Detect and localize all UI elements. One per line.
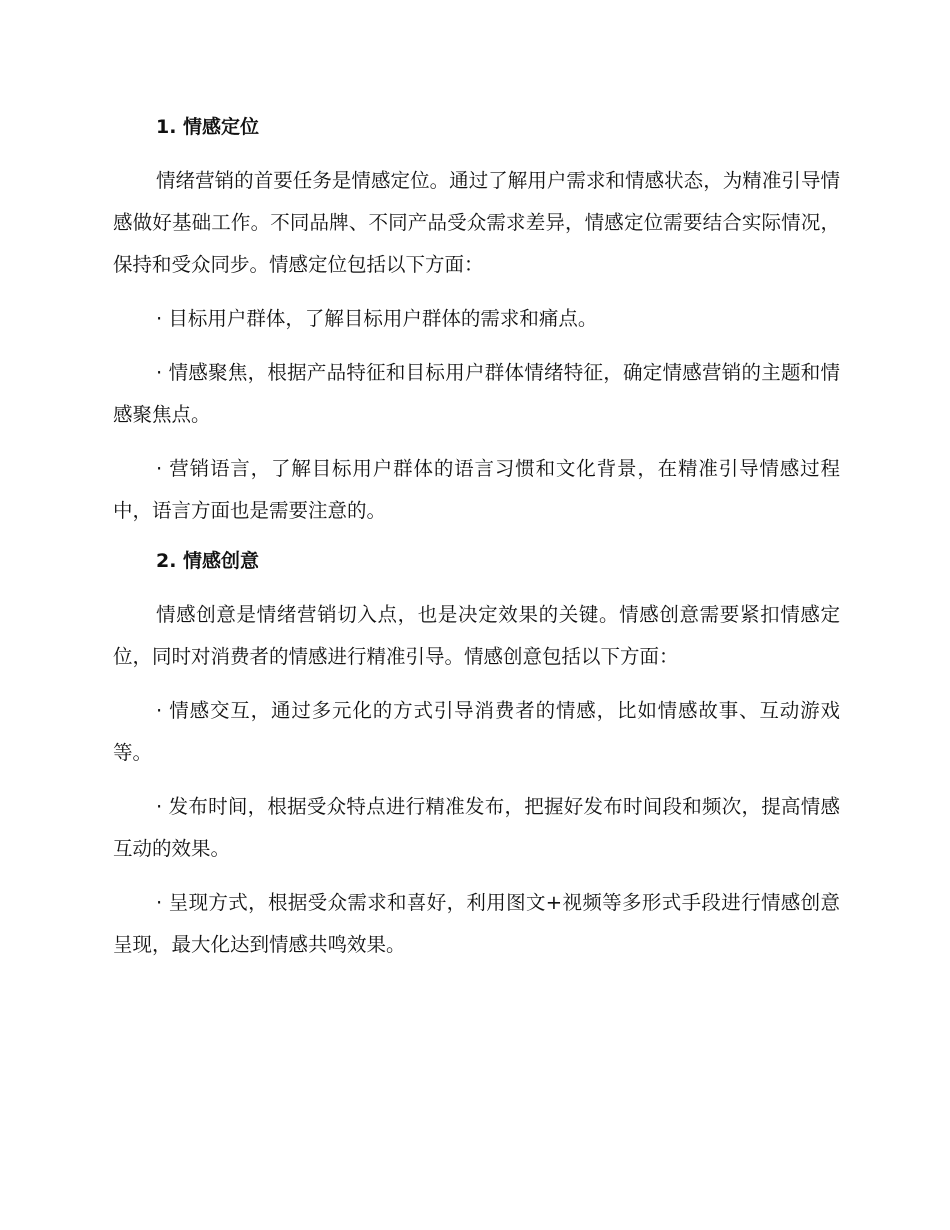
section-heading-emotional-creativity: 2. 情感创意 [156,550,260,572]
bullet-publish-time: · 发布时间，根据受众特点进行精准发布，把握好发布时间段和频次，提高情感互动的效果。 [113,795,840,860]
bullet-target-users: · 目标用户群体，了解目标用户群体的需求和痛点。 [156,307,598,330]
bullet-emotional-focus: · 情感聚焦，根据产品特征和目标用户群体情绪特征，确定情感营销的主题和情感聚焦点。 [113,361,840,426]
paragraph-creativity-intro: 情感创意是情绪营销切入点，也是决定效果的关键。情感创意需要紧扣情感定位，同时对消费者的情感进行精准引导。情感创意包括以下方面： [113,603,840,668]
document-page [113,112,840,966]
paragraph-positioning-intro: 情绪营销的首要任务是情感定位。通过了解用户需求和情感状态，为精准引导情感做好基础工作。不同品牌、不同产品受众需求差异，情感定位需要结合实际情况，保持和受众同步。情感定位包括以下方面： [113,169,840,276]
bullet-marketing-language: · 营销语言，了解目标用户群体的语言习惯和文化背景，在精准引导情感过程中，语言方面也是需要注意的。 [113,457,840,522]
bullet-emotional-interaction: · 情感交互，通过多元化的方式引导消费者的情感，比如情感故事、互动游戏等。 [113,699,840,764]
section-heading-emotional-positioning: 1. 情感定位 [156,116,260,138]
bullet-presentation-format: · 呈现方式，根据受众需求和喜好，利用图文+视频等多形式手段进行情感创意呈现，最大化达到情感共鸣效果。 [113,891,840,956]
